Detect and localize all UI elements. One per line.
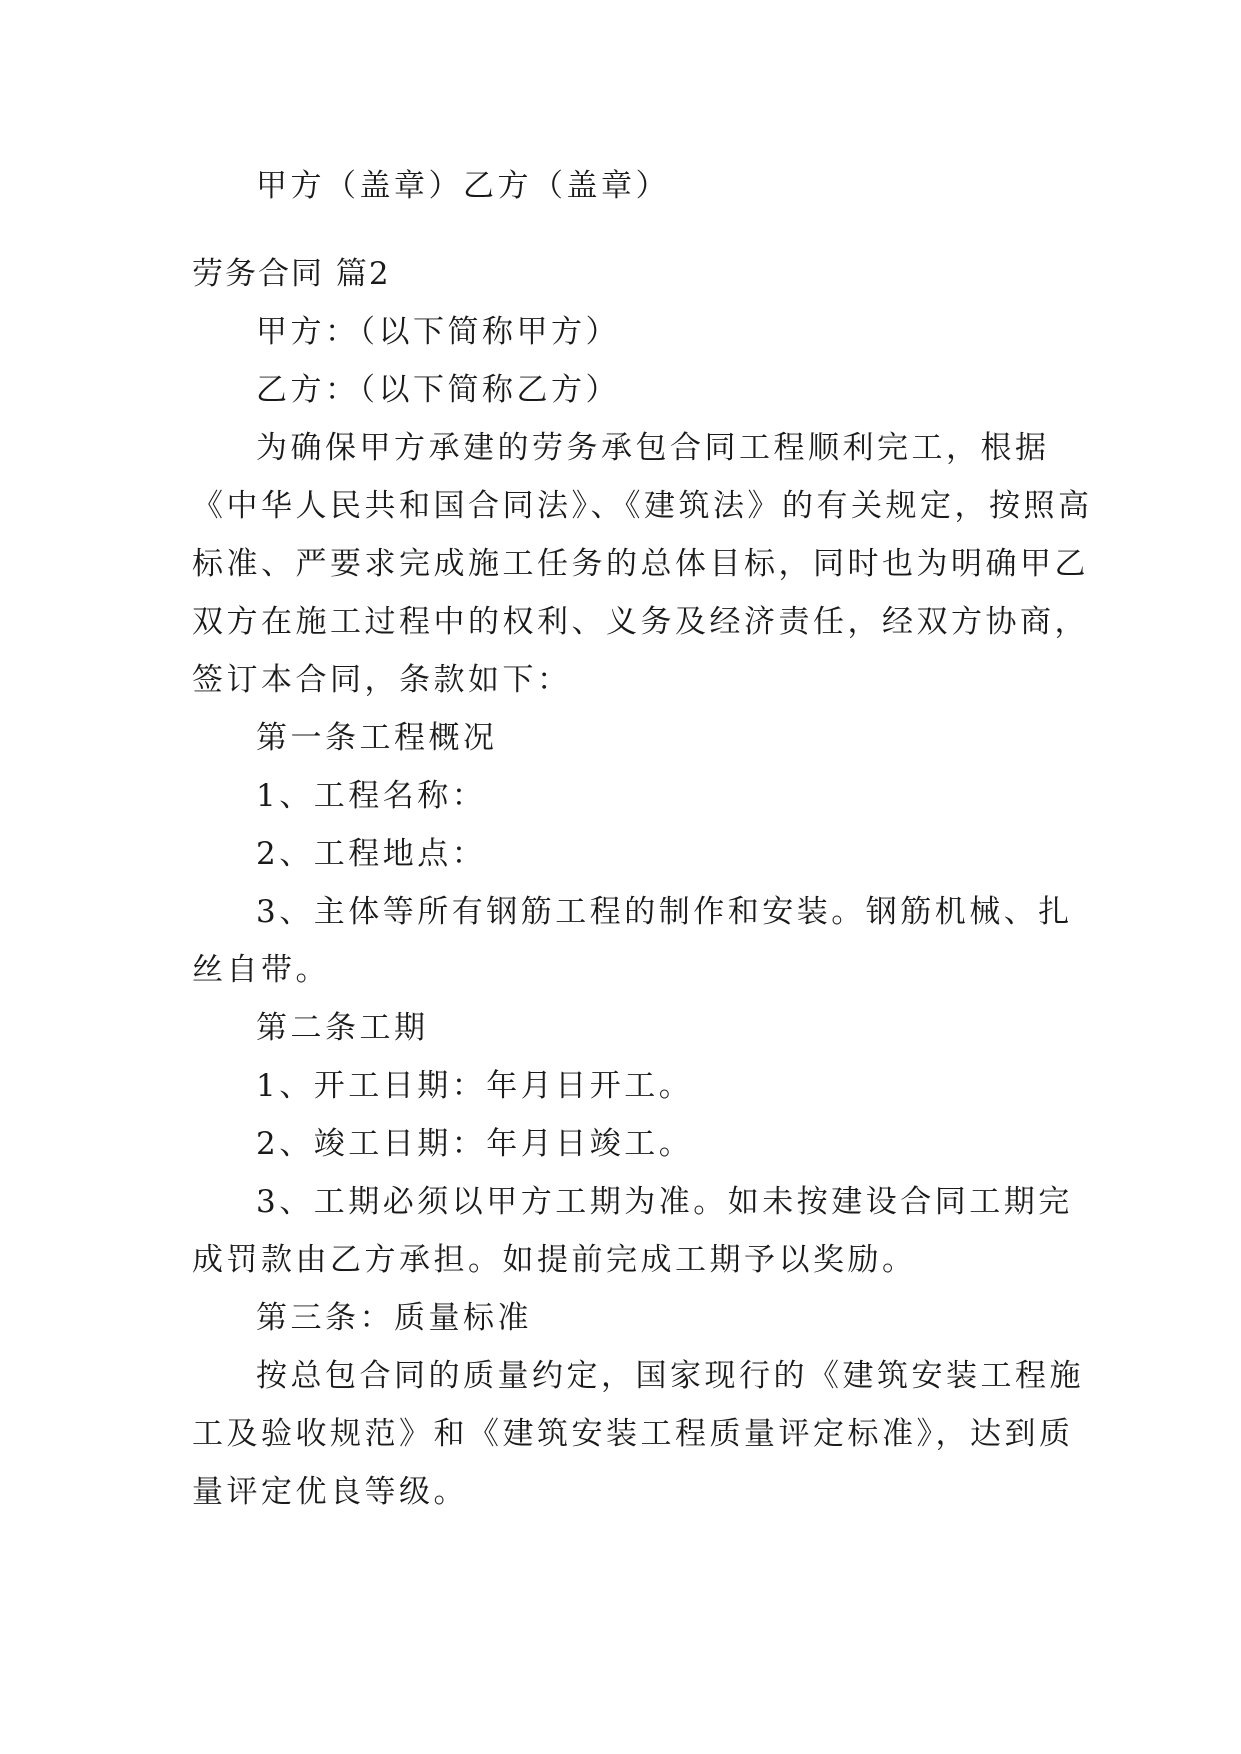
- article-3-heading: 第三条：质量标准: [256, 1300, 532, 1336]
- article-3-body-line: 工及验收规范》和《建筑安装工程质量评定标准》，达到质: [192, 1416, 1074, 1452]
- signature-line: 甲方（盖章）乙方（盖章）: [256, 168, 670, 204]
- article-2-heading: 第二条工期: [256, 1010, 429, 1046]
- intro-paragraph-line: 为确保甲方承建的劳务承包合同工程顺利完工，根据: [256, 430, 1050, 466]
- party-b-line: 乙方：（以下简称乙方）: [256, 372, 620, 408]
- article-3-body-line: 按总包合同的质量约定，国家现行的《建筑安装工程施: [256, 1358, 1084, 1394]
- article-2-item: 1、开工日期：年月日开工。: [256, 1068, 694, 1104]
- intro-paragraph-line: 签订本合同，条款如下：: [192, 662, 572, 698]
- article-1-item: 1、工程名称：: [256, 778, 487, 814]
- section-title: 劳务合同 篇2: [192, 256, 391, 292]
- intro-paragraph-line: 《中华人民共和国合同法》、《建筑法》的有关规定，按照高: [192, 488, 1093, 524]
- article-1-heading: 第一条工程概况: [256, 720, 498, 756]
- article-3-body-line: 量评定优良等级。: [192, 1474, 468, 1510]
- party-a-line: 甲方：（以下简称甲方）: [256, 314, 620, 350]
- article-2-item: 2、竣工日期：年月日竣工。: [256, 1126, 694, 1162]
- article-2-item-continued: 成罚款由乙方承担。如提前完成工期予以奖励。: [192, 1242, 917, 1278]
- intro-paragraph-line: 标准、严要求完成施工任务的总体目标，同时也为明确甲乙: [192, 546, 1089, 582]
- article-1-item: 3、主体等所有钢筋工程的制作和安装。钢筋机械、扎: [256, 894, 1073, 930]
- article-2-item: 3、工期必须以甲方工期为准。如未按建设合同工期完: [256, 1184, 1073, 1220]
- article-1-item: 2、工程地点：: [256, 836, 487, 872]
- intro-paragraph-line: 双方在施工过程中的权利、义务及经济责任，经双方协商，: [192, 604, 1089, 640]
- article-1-item-continued: 丝自带。: [192, 952, 330, 988]
